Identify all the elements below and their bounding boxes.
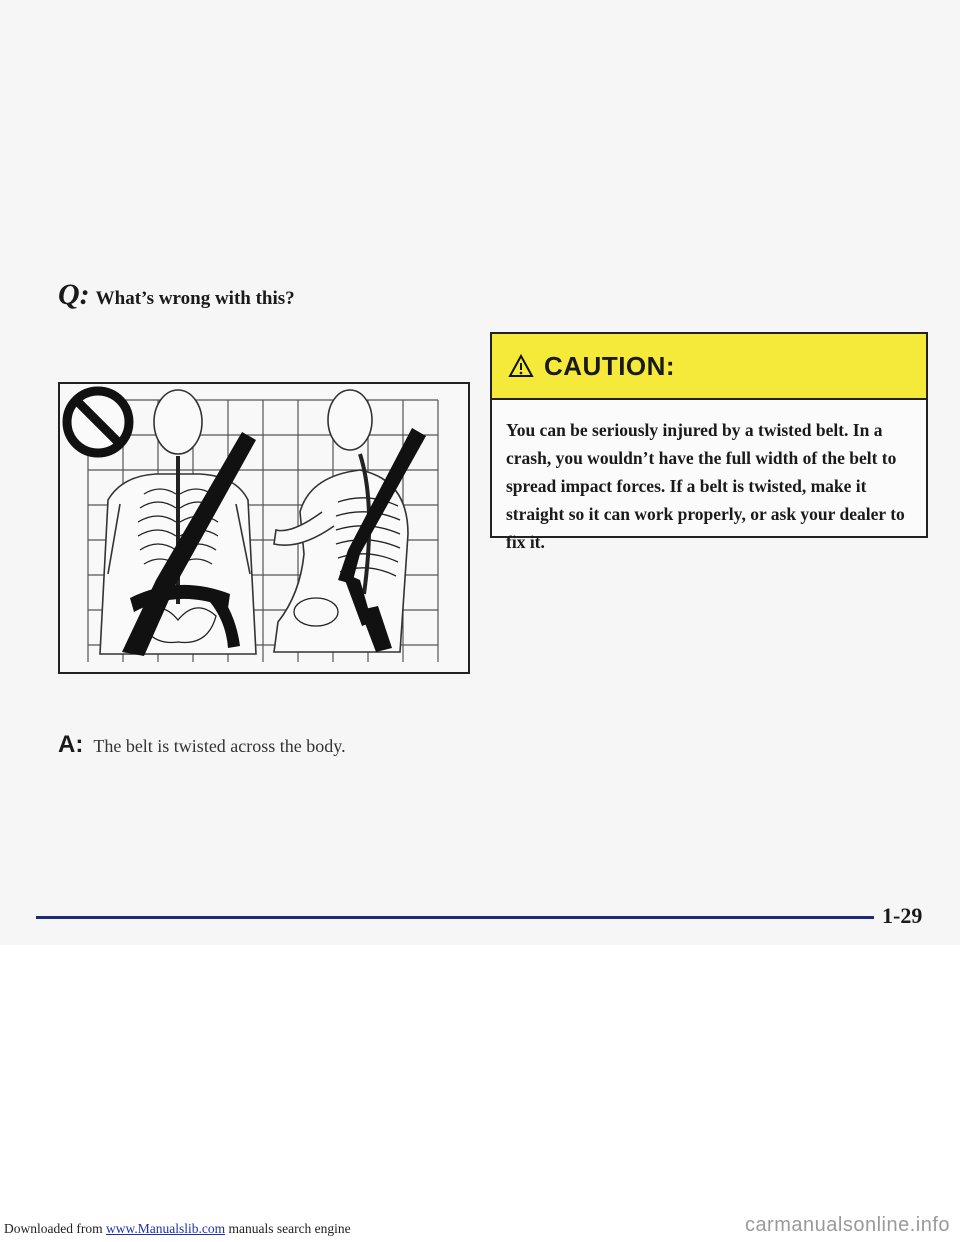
page-number: 1-29 bbox=[882, 903, 923, 928]
download-suffix: manuals search engine bbox=[228, 1221, 351, 1236]
warning-triangle-icon bbox=[508, 354, 534, 378]
manualslib-link[interactable]: www.Manualslib.com bbox=[105, 1221, 226, 1236]
caution-title: CAUTION: bbox=[544, 350, 676, 381]
twisted-belt-illustration bbox=[58, 382, 470, 674]
question-line bbox=[58, 278, 295, 312]
answer-text: The belt is twisted across the body. bbox=[93, 736, 346, 756]
download-prefix: Downloaded from bbox=[4, 1221, 103, 1236]
question-letter: Q: bbox=[58, 278, 90, 311]
caution-header bbox=[492, 334, 926, 400]
skeleton-belt-drawing bbox=[60, 384, 468, 672]
no-symbol-icon bbox=[67, 391, 129, 453]
caution-text: You can be seriously injured by a twisted belt. In a crash, you wouldn’t have the full width of the belt to spread impact forces. If a belt is twisted, make it straight so it can work properly, or ask your dealer to fix it. bbox=[506, 420, 905, 552]
download-source-line bbox=[4, 1221, 351, 1237]
footer-rule bbox=[36, 916, 874, 919]
answer-line bbox=[58, 731, 346, 759]
site-watermark: carmanualsonline.info bbox=[744, 1214, 950, 1236]
caution-box bbox=[490, 332, 928, 552]
answer-letter: A: bbox=[58, 731, 84, 758]
question-text: What’s wrong with this? bbox=[95, 288, 295, 309]
